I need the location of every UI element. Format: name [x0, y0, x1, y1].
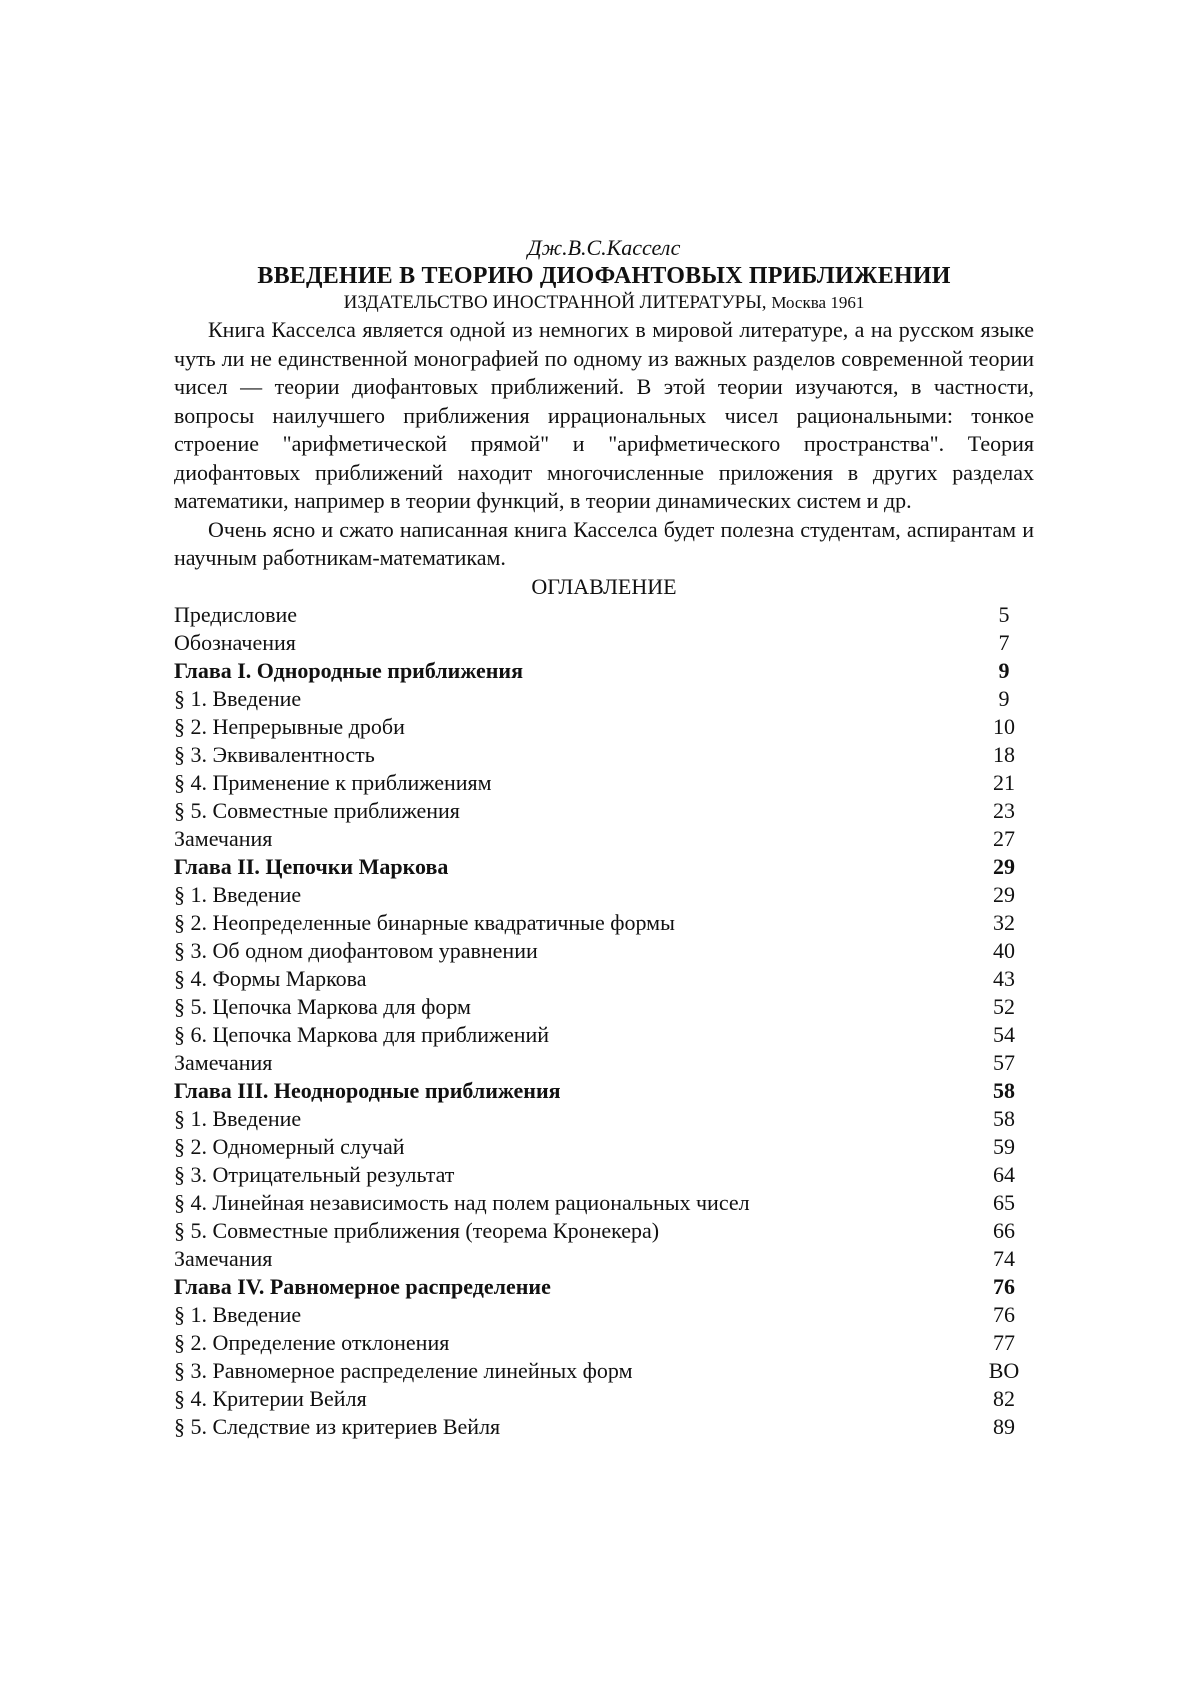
toc-entry-row	[174, 1189, 1034, 1217]
toc-entry-title: § 1. Введение	[174, 1301, 302, 1327]
toc-entry-page: 76	[993, 1273, 1015, 1299]
toc-entry-title: Глава II. Цепочки Маркова	[174, 853, 449, 879]
toc-entry-row	[174, 1385, 1034, 1413]
toc-entry-page: 43	[993, 965, 1015, 991]
abstract-paragraph: Очень ясно и сжато написанная книга Касселса будет полезна студентам, аспирантам и научным работникам-математикам.	[174, 516, 1034, 570]
toc-entry-page: 21	[993, 769, 1015, 795]
toc-entry-title: § 3. Об одном диофантовом уравнении	[174, 937, 538, 963]
toc-entry-page: 89	[993, 1413, 1015, 1439]
toc-entry-title: § 5. Совместные приближения	[174, 797, 460, 823]
book-title: ВВЕДЕНИЕ В ТЕОРИЮ ДИОФАНТОВЫХ ПРИБЛИЖЕНИИ	[257, 263, 951, 289]
toc-entry-title: Глава IV. Равномерное распределение	[174, 1273, 551, 1299]
toc-entry-page: ВО	[988, 1357, 1020, 1383]
toc-entry-title: § 3. Эквивалентность	[174, 741, 375, 767]
toc-entry-title: § 3. Равномерное распределение линейных форм	[174, 1357, 633, 1383]
toc-entry-page: 5	[998, 601, 1010, 627]
toc-entry-title: § 4. Формы Маркова	[174, 965, 367, 991]
toc-entry-row	[174, 1049, 1034, 1077]
publisher-name: ИЗДАТЕЛЬСТВО ИНОСТРАННОЙ ЛИТЕРАТУРЫ,	[343, 292, 767, 313]
toc-chapter-row	[174, 853, 1034, 881]
toc-entry-page: 82	[993, 1385, 1015, 1411]
toc-entry-page: 58	[993, 1077, 1015, 1103]
toc-entry-title: § 5. Совместные приближения (теорема Кронекера)	[174, 1217, 660, 1243]
toc-entry-row	[174, 601, 1034, 629]
toc-chapter-row	[174, 1077, 1034, 1105]
toc-entry-row	[174, 965, 1034, 993]
toc-entry-title: § 2. Непрерывные дроби	[174, 713, 405, 739]
toc-entry-title: Замечания	[174, 1245, 273, 1271]
toc-entry-page: 64	[993, 1161, 1015, 1187]
toc-chapter-row	[174, 1273, 1034, 1301]
toc-entry-title: § 5. Следствие из критериев Вейля	[174, 1413, 501, 1439]
book-author: Дж.В.С.Касселс	[527, 235, 681, 260]
toc-entry-title: § 2. Одномерный случай	[174, 1133, 405, 1159]
toc-entry-page: 58	[993, 1105, 1015, 1131]
document-page	[174, 234, 1034, 1441]
toc-entry-row	[174, 881, 1034, 909]
toc-entry-title: § 4. Линейная независимость над полем рациональных чисел	[174, 1189, 750, 1215]
toc-entry-title: § 2. Неопределенные бинарные квадратичные формы	[174, 909, 675, 935]
toc-entry-title: § 3. Отрицательный результат	[174, 1161, 455, 1187]
toc-chapter-row	[174, 657, 1034, 685]
toc-entry-row	[174, 713, 1034, 741]
toc-entry-row	[174, 993, 1034, 1021]
toc-entry-title: § 4. Применение к приближениям	[174, 769, 492, 795]
toc-entry-title: Глава III. Неоднородные приближения	[174, 1077, 561, 1103]
toc-entry-row	[174, 1413, 1034, 1441]
toc-entry-page: 9	[998, 657, 1010, 683]
toc-entry-page: 52	[993, 993, 1015, 1019]
abstract-paragraph: Книга Касселса является одной из немногих в мировой литературе, а на русском языке чуть ли не единственной монографией по одному из важных разделов современной теории чисел — теории диофантовых приближений. В этой теории изучаются, в частности, вопросы наилучшего приближения иррациональных чисел рациональными: тонкое строение "арифметической прямой" и "арифметического пространства". Теория диофантовых приближений находит многочисленные приложения в других разделах математики, например в теории функций, в теории динамических систем и др.	[174, 317, 1034, 513]
toc-entry-page: 18	[993, 741, 1015, 767]
toc-entry-row	[174, 797, 1034, 825]
toc-entry-row	[174, 1301, 1034, 1329]
toc-entry-row	[174, 629, 1034, 657]
toc-entry-page: 7	[998, 629, 1010, 655]
toc-entry-row	[174, 685, 1034, 713]
toc-entry-page: 54	[993, 1021, 1015, 1047]
toc-entry-row	[174, 769, 1034, 797]
toc-entry-page: 27	[993, 825, 1015, 851]
toc-entry-title: Обозначения	[174, 629, 296, 655]
toc-entry-row	[174, 1357, 1034, 1385]
toc-entry-title: § 5. Цепочка Маркова для форм	[174, 993, 471, 1019]
toc-entry-title: § 1. Введение	[174, 1105, 302, 1131]
toc-entry-row	[174, 1133, 1034, 1161]
toc-entry-page: 74	[993, 1245, 1015, 1271]
toc-entry-row	[174, 825, 1034, 853]
toc-entry-page: 77	[993, 1329, 1015, 1355]
toc-heading: ОГЛАВЛЕНИЕ	[531, 573, 677, 599]
toc-entry-row	[174, 1021, 1034, 1049]
toc-entry-page: 9	[998, 685, 1010, 711]
toc-entry-title: § 6. Цепочка Маркова для приближений	[174, 1021, 550, 1047]
toc-entry-title: § 2. Определение отклонения	[174, 1329, 450, 1355]
toc-entry-page: 40	[993, 937, 1015, 963]
toc-entry-title: § 1. Введение	[174, 685, 302, 711]
toc-entry-title: § 1. Введение	[174, 881, 302, 907]
toc-entry-page: 57	[993, 1049, 1015, 1075]
toc-entry-title: Предисловие	[174, 601, 297, 627]
toc-entry-page: 76	[993, 1301, 1015, 1327]
toc-entry-page: 66	[993, 1217, 1015, 1243]
table-of-contents	[174, 601, 1034, 1441]
toc-entry-row	[174, 909, 1034, 937]
toc-entry-page: 59	[993, 1133, 1015, 1159]
toc-entry-row	[174, 1217, 1034, 1245]
book-abstract	[174, 316, 1034, 573]
toc-entry-page: 29	[993, 881, 1015, 907]
publisher-city-year: Москва 1961	[771, 293, 865, 312]
toc-entry-page: 65	[993, 1189, 1015, 1215]
toc-entry-page: 29	[993, 853, 1015, 879]
toc-entry-title: Замечания	[174, 825, 273, 851]
toc-entry-page: 10	[993, 713, 1015, 739]
toc-entry-row	[174, 1245, 1034, 1273]
toc-entry-title: § 4. Критерии Вейля	[174, 1385, 367, 1411]
toc-entry-title: Замечания	[174, 1049, 273, 1075]
toc-entry-row	[174, 1105, 1034, 1133]
toc-entry-row	[174, 741, 1034, 769]
toc-entry-page: 32	[993, 909, 1015, 935]
toc-entry-page: 23	[993, 797, 1015, 823]
toc-entry-row	[174, 937, 1034, 965]
book-publisher	[174, 290, 1034, 316]
toc-entry-title: Глава I. Однородные приближения	[174, 657, 524, 683]
toc-entry-row	[174, 1329, 1034, 1357]
toc-entry-row	[174, 1161, 1034, 1189]
